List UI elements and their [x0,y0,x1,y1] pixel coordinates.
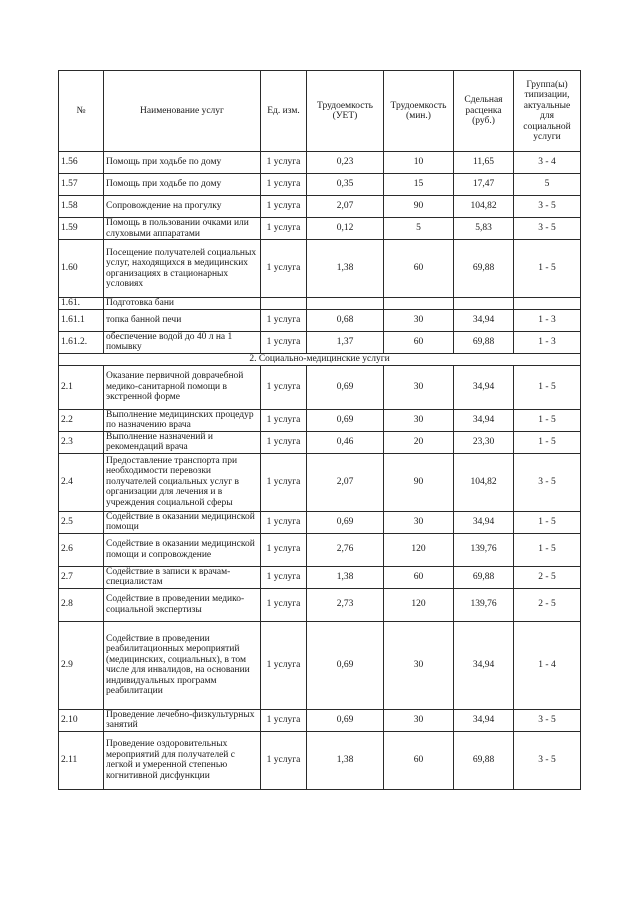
minutes-cell: 120 [384,533,454,566]
price-cell: 34,94 [454,365,514,409]
row-number: 2.5 [59,511,104,533]
row-number: 2.8 [59,588,104,621]
table-row [59,309,581,331]
group-cell [514,298,581,310]
table-row [59,298,581,310]
minutes-cell: 60 [384,731,454,789]
unit-cell: 1 услуга [261,731,307,789]
table-row [59,621,581,709]
row-number: 2.6 [59,533,104,566]
row-number: 1.61. [59,298,104,310]
unit-cell: 1 услуга [261,240,307,298]
uet-cell: 0,69 [307,365,384,409]
unit-cell: 1 услуга [261,152,307,174]
service-name: Помощь при ходьбе по дому [104,174,261,196]
group-cell: 3 - 5 [514,453,581,511]
price-cell: 34,94 [454,511,514,533]
service-name: Оказание первичной доврачебной медико-санитарной помощи в экстренной форме [104,365,261,409]
service-name: Подготовка бани [104,298,261,310]
minutes-cell: 60 [384,331,454,353]
header-group: Группа(ы) типизации, актуальные для социальной услуги [514,71,581,152]
unit-cell [261,298,307,310]
section-row [59,353,581,365]
unit-cell: 1 услуга [261,709,307,731]
minutes-cell: 120 [384,588,454,621]
service-name: Содействие в оказании медицинской помощи и сопровождение [104,533,261,566]
table-row [59,731,581,789]
row-number: 1.56 [59,152,104,174]
service-name: топка банной печи [104,309,261,331]
group-cell: 1 - 4 [514,621,581,709]
table-row [59,588,581,621]
group-cell: 3 - 5 [514,731,581,789]
table-row [59,409,581,431]
minutes-cell: 90 [384,453,454,511]
price-cell [454,298,514,310]
service-name: Содействие в оказании медицинской помощи [104,511,261,533]
minutes-cell: 20 [384,431,454,453]
group-cell: 5 [514,174,581,196]
price-cell: 34,94 [454,621,514,709]
group-cell: 3 - 5 [514,218,581,240]
price-cell: 69,88 [454,731,514,789]
uet-cell: 2,76 [307,533,384,566]
service-name: Выполнение назначений и рекомендаций врача [104,431,261,453]
section-title: 2. Социально-медицинские услуги [59,353,581,365]
group-cell: 1 - 5 [514,431,581,453]
table-row [59,709,581,731]
price-cell: 5,83 [454,218,514,240]
minutes-cell: 30 [384,621,454,709]
uet-cell: 2,73 [307,588,384,621]
table-row [59,152,581,174]
table-row [59,218,581,240]
header-min: Трудоемкость (мин.) [384,71,454,152]
minutes-cell: 30 [384,409,454,431]
service-name: обеспечение водой до 40 л на 1 помывку [104,331,261,353]
row-number: 1.57 [59,174,104,196]
table-row [59,431,581,453]
uet-cell: 0,69 [307,511,384,533]
group-cell: 3 - 4 [514,152,581,174]
row-number: 2.7 [59,566,104,588]
table-row [59,196,581,218]
uet-cell: 1,38 [307,240,384,298]
price-cell: 139,76 [454,533,514,566]
unit-cell: 1 услуга [261,588,307,621]
table-header [59,71,581,152]
price-cell: 69,88 [454,240,514,298]
header-name: Наименование услуг [104,71,261,152]
uet-cell: 0,12 [307,218,384,240]
price-cell: 23,30 [454,431,514,453]
group-cell: 1 - 5 [514,533,581,566]
unit-cell: 1 услуга [261,533,307,566]
row-number: 2.4 [59,453,104,511]
table-row [59,511,581,533]
group-cell: 2 - 5 [514,566,581,588]
service-name: Проведение оздоровительных мероприятий для получателей с легкой и умеренной степенью когнитивной дисфункции [104,731,261,789]
uet-cell: 2,07 [307,196,384,218]
unit-cell: 1 услуга [261,196,307,218]
table-row [59,331,581,353]
service-name: Помощь в пользовании очками или слуховыми аппаратами [104,218,261,240]
header-num: № [59,71,104,152]
minutes-cell: 30 [384,365,454,409]
table-row [59,566,581,588]
unit-cell: 1 услуга [261,331,307,353]
unit-cell: 1 услуга [261,409,307,431]
row-number: 2.11 [59,731,104,789]
uet-cell: 2,07 [307,453,384,511]
minutes-cell: 5 [384,218,454,240]
price-cell: 11,65 [454,152,514,174]
header-unit: Ед. изм. [261,71,307,152]
uet-cell: 1,38 [307,566,384,588]
service-name: Выполнение медицинских процедур по назначению врача [104,409,261,431]
price-cell: 69,88 [454,331,514,353]
price-cell: 104,82 [454,196,514,218]
row-number: 1.61.1 [59,309,104,331]
table-row [59,240,581,298]
group-cell: 2 - 5 [514,588,581,621]
uet-cell: 0,23 [307,152,384,174]
minutes-cell: 60 [384,240,454,298]
minutes-cell: 60 [384,566,454,588]
uet-cell: 0,69 [307,709,384,731]
unit-cell: 1 услуга [261,511,307,533]
services-table [58,70,581,790]
table-row [59,533,581,566]
unit-cell: 1 услуга [261,453,307,511]
group-cell: 1 - 5 [514,240,581,298]
unit-cell: 1 услуга [261,431,307,453]
uet-cell: 0,69 [307,409,384,431]
service-name: Сопровождение на прогулку [104,196,261,218]
unit-cell: 1 услуга [261,174,307,196]
group-cell: 3 - 5 [514,709,581,731]
row-number: 2.10 [59,709,104,731]
minutes-cell: 10 [384,152,454,174]
group-cell: 3 - 5 [514,196,581,218]
row-number: 1.58 [59,196,104,218]
service-name: Посещение получателей социальных услуг, находящихся в медицинских организациях в стационарных условиях [104,240,261,298]
uet-cell: 0,68 [307,309,384,331]
row-number: 2.9 [59,621,104,709]
unit-cell: 1 услуга [261,566,307,588]
table-row [59,174,581,196]
uet-cell: 0,46 [307,431,384,453]
service-name: Помощь при ходьбе по дому [104,152,261,174]
group-cell: 1 - 5 [514,511,581,533]
group-cell: 1 - 5 [514,365,581,409]
price-cell: 139,76 [454,588,514,621]
row-number: 2.2 [59,409,104,431]
uet-cell [307,298,384,310]
price-cell: 104,82 [454,453,514,511]
table-row [59,365,581,409]
price-cell: 34,94 [454,709,514,731]
service-name: Содействие в проведении реабилитационных мероприятий (медицинских, социальных), в том числе для инвалидов, на основании индивидуальных программ реабилитации [104,621,261,709]
row-number: 1.59 [59,218,104,240]
price-cell: 34,94 [454,309,514,331]
service-name: Проведение лечебно-физкультурных занятий [104,709,261,731]
table-row [59,453,581,511]
header-price: Сдельная расценка (руб.) [454,71,514,152]
minutes-cell: 90 [384,196,454,218]
price-cell: 34,94 [454,409,514,431]
group-cell: 1 - 3 [514,309,581,331]
unit-cell: 1 услуга [261,309,307,331]
group-cell: 1 - 3 [514,331,581,353]
service-name: Предоставление транспорта при необходимости перевозки получателей социальных услуг в организации для лечения и в учреждения социальной сферы [104,453,261,511]
row-number: 1.60 [59,240,104,298]
price-cell: 17,47 [454,174,514,196]
table-body [59,152,581,790]
row-number: 2.1 [59,365,104,409]
uet-cell: 0,69 [307,621,384,709]
service-name: Содействие в записи к врачам-специалистам [104,566,261,588]
group-cell: 1 - 5 [514,409,581,431]
minutes-cell: 30 [384,309,454,331]
header-uet: Трудоемкость (УЕТ) [307,71,384,152]
minutes-cell: 30 [384,511,454,533]
unit-cell: 1 услуга [261,621,307,709]
unit-cell: 1 услуга [261,365,307,409]
uet-cell: 1,38 [307,731,384,789]
price-cell: 69,88 [454,566,514,588]
minutes-cell: 30 [384,709,454,731]
minutes-cell [384,298,454,310]
row-number: 2.3 [59,431,104,453]
uet-cell: 1,37 [307,331,384,353]
service-name: Содействие в проведении медико-социальной экспертизы [104,588,261,621]
unit-cell: 1 услуга [261,218,307,240]
minutes-cell: 15 [384,174,454,196]
row-number: 1.61.2. [59,331,104,353]
uet-cell: 0,35 [307,174,384,196]
